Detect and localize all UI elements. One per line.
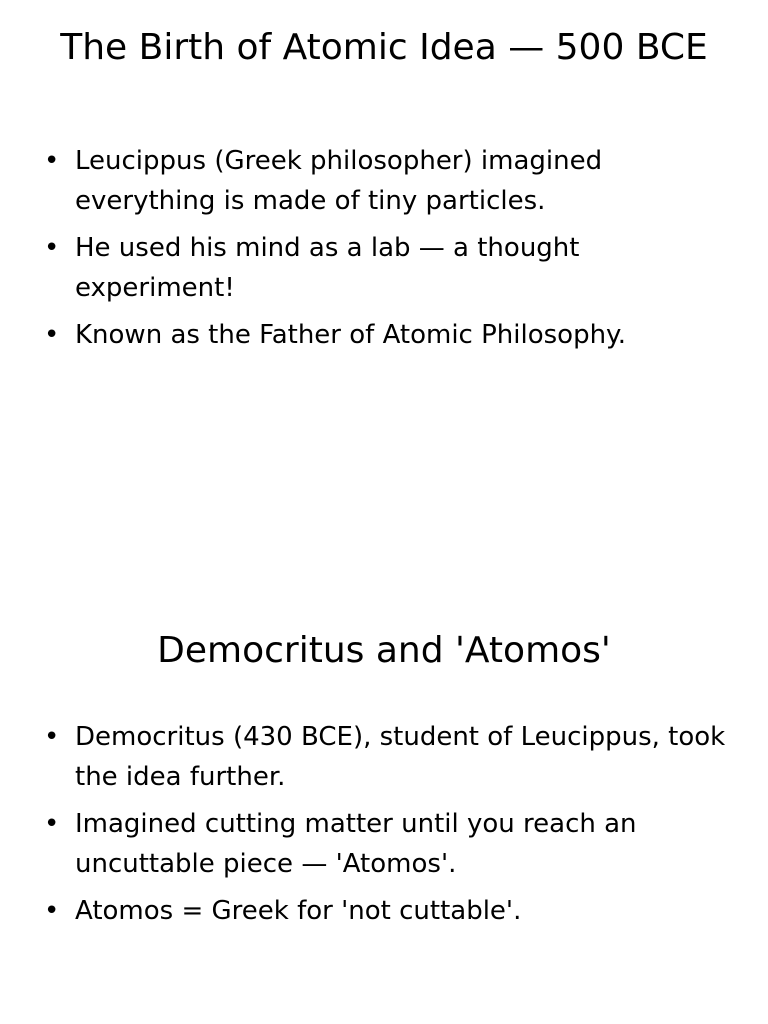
list-item	[38, 228, 730, 308]
list-item	[38, 804, 730, 884]
bullet-list	[38, 141, 730, 362]
bullet-icon: •	[44, 809, 60, 839]
slide-title: The Birth of Atomic Idea — 500 BCE	[60, 27, 708, 68]
slide-title: Democritus and 'Atomos'	[157, 630, 611, 671]
bullet-icon: •	[44, 320, 60, 350]
bullet-text: Atomos = Greek for 'not cuttable'.	[75, 896, 522, 926]
bullet-icon: •	[44, 146, 60, 176]
list-item	[38, 717, 730, 797]
list-item	[38, 315, 730, 355]
bullet-text: Leucippus (Greek philosopher) imagined everything is made of tiny particles.	[75, 146, 603, 216]
slide-2	[0, 512, 768, 1024]
bullet-text: Known as the Father of Atomic Philosophy.	[75, 320, 627, 350]
list-item	[38, 891, 730, 931]
bullet-text: He used his mind as a lab — a thought experiment!	[75, 233, 580, 303]
bullet-text: Democritus (430 BCE), student of Leucippus, took the idea further.	[75, 722, 726, 792]
bullet-icon: •	[44, 896, 60, 926]
list-item	[38, 141, 730, 221]
bullet-icon: •	[44, 722, 60, 752]
bullet-text: Imagined cutting matter until you reach an uncuttable piece — 'Atomos'.	[75, 809, 637, 879]
bullet-list	[38, 717, 730, 938]
bullet-icon: •	[44, 233, 60, 263]
